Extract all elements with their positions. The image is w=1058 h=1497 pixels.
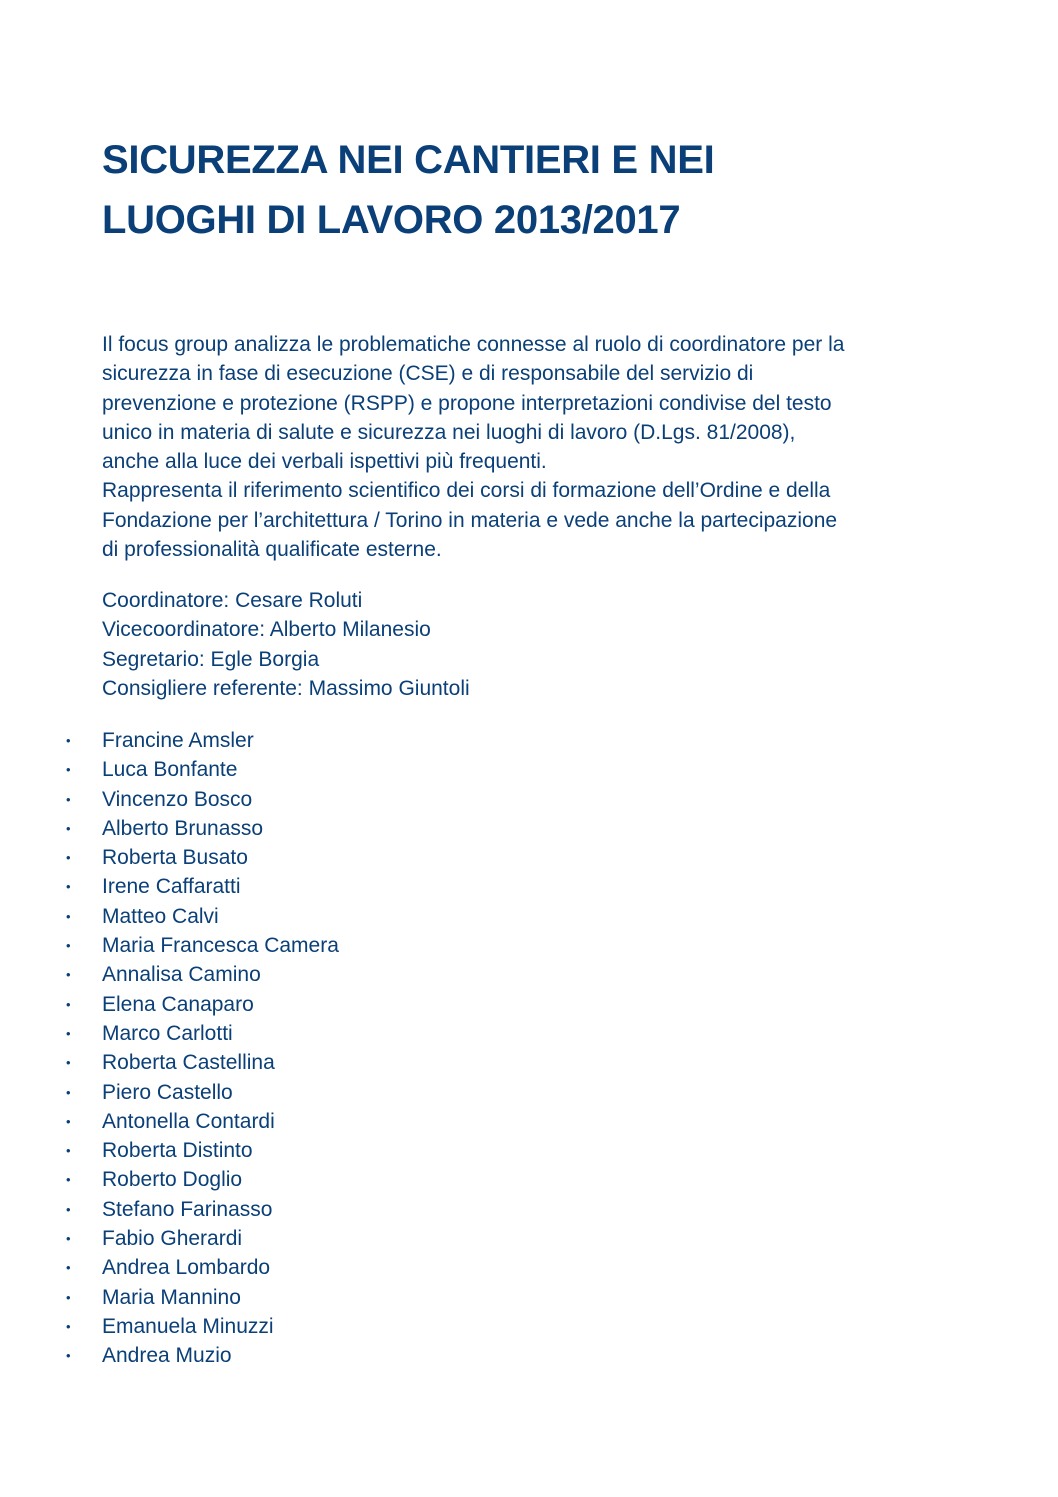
member-name: Piero Castello [102, 1080, 233, 1104]
description-line: di professionalità qualificate esterne. [102, 538, 442, 562]
bullet-icon: • [66, 1318, 71, 1334]
description-line: Rappresenta il riferimento scientifico dei corsi di formazione dell’Ordine e della [102, 479, 831, 503]
bullet-icon: • [66, 1025, 71, 1041]
member-name: Annalisa Camino [102, 963, 261, 987]
member-name: Antonella Contardi [102, 1109, 275, 1133]
list-item [66, 1253, 339, 1282]
description-line: Il focus group analizza le problematiche connesse al ruolo di coordinatore per la [102, 333, 845, 356]
bullet-icon: • [66, 791, 71, 807]
member-name: Roberto Doglio [102, 1168, 243, 1192]
list-item [66, 1048, 339, 1077]
list-item [66, 1224, 339, 1253]
vice-coordinator-line: Vicecoordinatore: Alberto Milanesio [102, 618, 431, 642]
description-line: prevenzione e protezione (RSPP) e propone interpretazioni condivise del testo [102, 391, 832, 415]
members-list [66, 726, 339, 1371]
list-item [66, 960, 339, 989]
coordinator-line: Coordinatore: Cesare Roluti [102, 589, 363, 612]
description-paragraph [102, 330, 982, 564]
bullet-icon: • [66, 1231, 71, 1247]
list-item [66, 1283, 339, 1312]
member-name: Maria Francesca Camera [102, 934, 339, 958]
member-name: Fabio Gherardi [102, 1227, 243, 1251]
bullet-icon: • [66, 762, 71, 778]
list-item [66, 1165, 339, 1194]
board-referent-line: Consigliere referente: Massimo Giuntoli [102, 676, 470, 700]
member-name: Stefano Farinasso [102, 1197, 273, 1221]
bullet-icon: • [66, 1084, 71, 1100]
list-item [66, 1136, 339, 1165]
bullet-icon: • [66, 820, 71, 836]
list-item [66, 1195, 339, 1224]
list-item [66, 726, 339, 755]
list-item [66, 1078, 339, 1107]
list-item [66, 931, 339, 960]
bullet-icon: • [66, 1260, 71, 1276]
member-name: Matteo Calvi [102, 904, 219, 928]
bullet-icon: • [66, 967, 71, 983]
bullet-icon: • [66, 1055, 71, 1071]
list-item [66, 814, 339, 843]
list-item [66, 1107, 339, 1136]
list-item [66, 1312, 339, 1341]
bullet-icon: • [66, 1143, 71, 1159]
member-name: Emanuela Minuzzi [102, 1314, 274, 1338]
bullet-icon: • [66, 850, 71, 866]
bullet-icon: • [66, 879, 71, 895]
member-name: Roberta Busato [102, 846, 248, 870]
member-name: Elena Canaparo [102, 992, 254, 1016]
member-name: Maria Mannino [102, 1285, 241, 1309]
secretary-line: Segretario: Egle Borgia [102, 647, 320, 671]
title-line-1: SICUREZZA NEI CANTIERI E NEI [102, 138, 715, 182]
bullet-icon: • [66, 1113, 71, 1129]
list-item [66, 1341, 339, 1370]
bullet-icon: • [66, 1172, 71, 1188]
member-name: Roberta Distinto [102, 1139, 253, 1163]
bullet-icon: • [66, 1348, 71, 1364]
description-line: sicurezza in fase di esecuzione (CSE) e di responsabile del servizio di [102, 362, 754, 386]
member-name: Marco Carlotti [102, 1021, 233, 1045]
bullet-icon: • [66, 908, 71, 924]
roles-block [102, 586, 470, 703]
list-item [66, 1019, 339, 1048]
member-name: Irene Caffaratti [102, 875, 241, 899]
description-line: unico in materia di salute e sicurezza nei luoghi di lavoro (D.Lgs. 81/2008), [102, 420, 796, 444]
member-name: Vincenzo Bosco [102, 787, 253, 811]
member-name: Francine Amsler [102, 729, 254, 752]
bullet-icon: • [66, 938, 71, 954]
list-item [66, 785, 339, 814]
member-name: Andrea Muzio [102, 1344, 232, 1368]
list-item [66, 902, 339, 931]
description-line: anche alla luce dei verbali ispettivi più frequenti. [102, 450, 547, 474]
member-name: Roberta Castellina [102, 1051, 275, 1075]
list-item [66, 990, 339, 1019]
member-name: Alberto Brunasso [102, 816, 264, 840]
bullet-icon: • [66, 996, 71, 1012]
bullet-icon: • [66, 1201, 71, 1217]
list-item [66, 755, 339, 784]
list-item [66, 843, 339, 872]
description-line: Fondazione per l’architettura / Torino in materia e vede anche la partecipazione [102, 508, 838, 532]
title-line-2: LUOGHI DI LAVORO 2013/2017 [102, 198, 681, 242]
page-title [102, 130, 1002, 250]
member-name: Luca Bonfante [102, 758, 238, 782]
bullet-icon: • [66, 1289, 71, 1305]
list-item [66, 872, 339, 901]
member-name: Andrea Lombardo [102, 1256, 271, 1280]
bullet-icon: • [66, 733, 71, 748]
